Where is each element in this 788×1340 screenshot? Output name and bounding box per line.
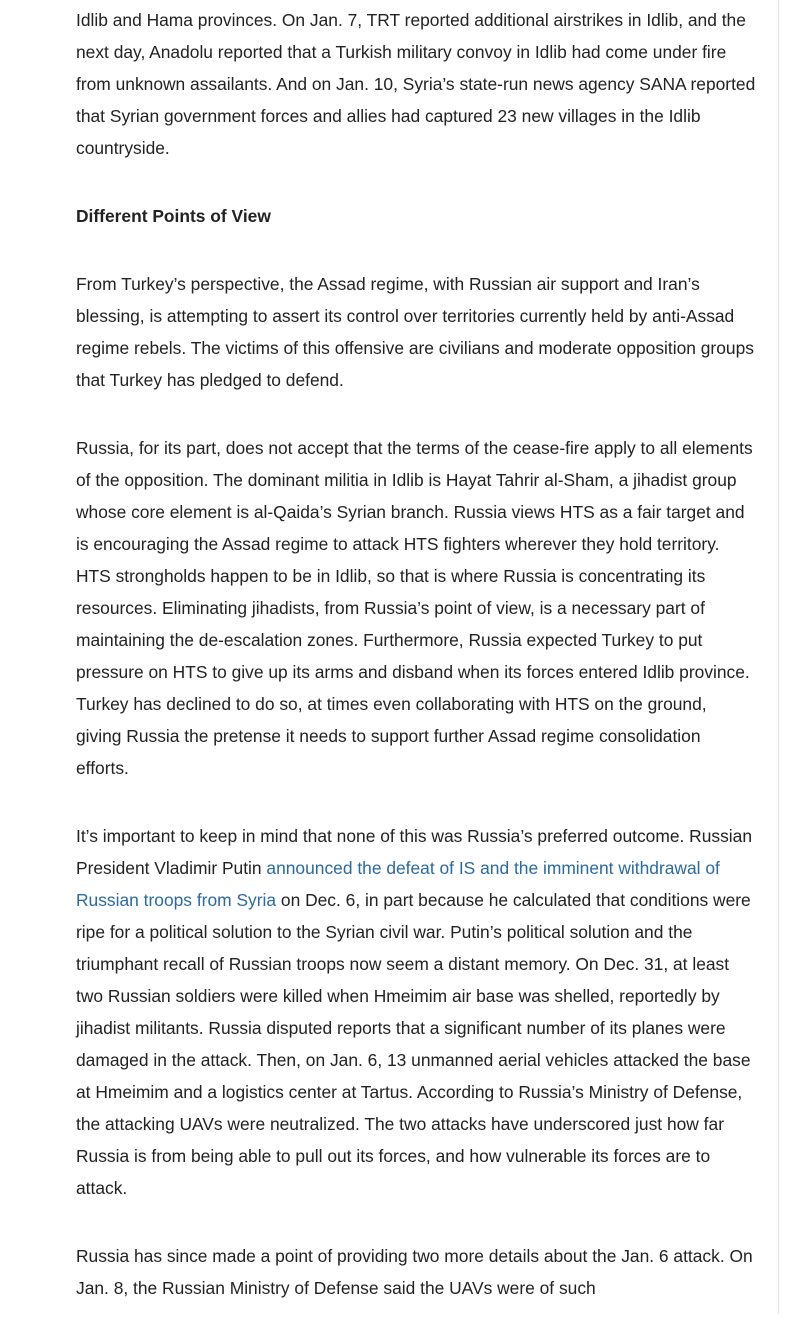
paragraph-text: on Dec. 6, in part because he calculated that conditions were ripe for a political solution to the Syrian civil war. Putin’s political solution and the triumphant recall of Russian troops now seem a distant memory. On Dec. 31, at least two Russian soldiers were killed when Hmeimim air base was shelled, reportedly by jihadist militants. Russia disputed reports that a significant number of its planes were damaged in the attack. Then, on Jan. 6, 13 unmanned aerial vehicles attacked the base at Hmeimim and a logistics center at Tartus. According to Russia’s Ministry of Defense, the attacking UAVs were neutralized. The two attacks have underscored just how far Russia is from being able to pull out its forces, and how vulnerable its forces are to attack.	[76, 890, 751, 1198]
paragraph: Russia has since made a point of providing two more details about the Jan. 6 attack. On Jan. 8, the Russian Ministry of Defense said the UAVs were of such	[76, 1246, 753, 1298]
paragraph: From Turkey’s perspective, the Assad regime, with Russian air support and Iran’s blessing, is attempting to assert its control over territories currently held by anti-Assad regime rebels. The victims of this offensive are civilians and moderate opposition groups that Turkey has pledged to defend.	[76, 274, 754, 390]
paragraph-text: It’s important to keep in mind that none of this was Russia’s preferred outcome. Russian President Vladimir Putin	[76, 826, 753, 878]
putin-announcement-link[interactable]: announced the defeat of IS and the imminent withdrawal of Russian troops from Syria	[76, 858, 720, 910]
article-body	[76, 4, 756, 1340]
paragraph	[76, 820, 756, 1204]
page-border-right	[778, 0, 779, 1314]
paragraph: Russia, for its part, does not accept that the terms of the cease-fire apply to all elements of the opposition. The dominant militia in Idlib is Hayat Tahrir al-Sham, a jihadist group whose core element is al-Qaida’s Syrian branch. Russia views HTS as a fair target and is encouraging the Assad regime to attack HTS fighters wherever they hold territory. HTS strongholds happen to be in Idlib, so that is where Russia is concentrating its resources. Eliminating jihadists, from Russia’s point of view, is a necessary part of maintaining the de-escalation zones. Furthermore, Russia expected Turkey to put pressure on HTS to give up its arms and disband when its forces entered Idlib province. Turkey has declined to do so, at times even collaborating with HTS on the ground, giving Russia the pretense it needs to support further Assad regime consolidation efforts.	[76, 438, 753, 778]
paragraph: Idlib and Hama provinces. On Jan. 7, TRT reported additional airstrikes in Idlib, and the next day, Anadolu reported that a Turkish military convoy in Idlib had come under fire from unknown assailants. And on Jan. 10, Syria’s state-run news agency SANA reported that Syrian government forces and allies had captured 23 new villages in the Idlib countryside.	[76, 10, 756, 158]
section-heading: Different Points of View	[76, 206, 271, 226]
